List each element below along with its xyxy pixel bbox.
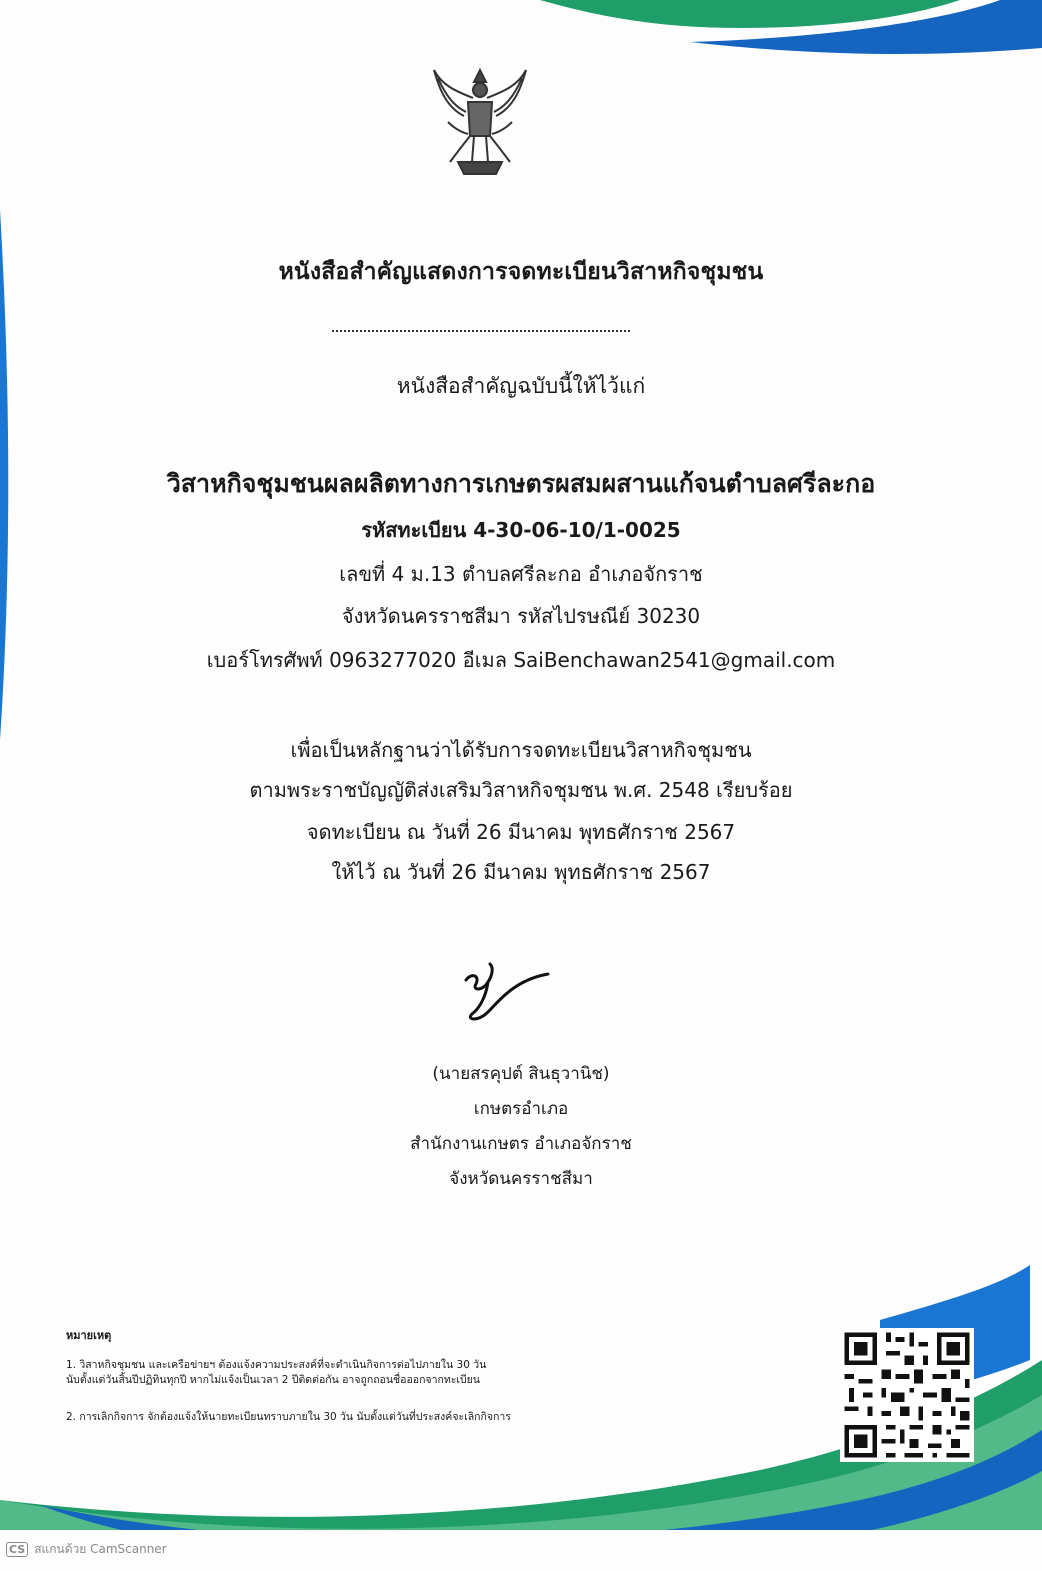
address-line-1: เลขที่ 4 ม.13 ตำบลศรีละกอ อำเภอจักราช [339, 562, 703, 586]
scanner-text: สแกนด้วย CamScanner [34, 1542, 167, 1556]
scanner-footer [6, 1540, 167, 1559]
registration-code: รหัสทะเบียน 4-30-06-10/1-0025 [361, 518, 681, 542]
note-1-line-1: 1. วิสาหกิจชุมชน และเครือข่ายฯ ต้องแจ้งความประสงค์ที่จะดำเนินกิจการต่อไปภายใน 30 วัน [66, 1359, 487, 1371]
garuda-emblem-icon [428, 62, 532, 180]
enterprise-name: วิสาหกิจชุมชนผลผลิตทางการเกษตรผสมผสานแก้จนตำบลศรีละกอ [166, 469, 876, 498]
purpose-line-2: ตามพระราชบัญญัติส่งเสริมวิสาหกิจชุมชน พ.ศ. 2548 เรียบร้อย [249, 778, 793, 802]
given-to-text: หนังสือสำคัญฉบับนี้ให้ไว้แก่ [396, 374, 646, 398]
dotted-separator [332, 322, 630, 332]
signer-name: (นายสรคุปต์ สินธุวานิช) [432, 1064, 610, 1084]
address-line-2: จังหวัดนครราชสีมา รหัสไปรษณีย์ 30230 [341, 604, 701, 628]
camscanner-logo-icon: CS [6, 1542, 28, 1557]
note-2: 2. การเลิกกิจการ จักต้องแจ้งให้นายทะเบียนทราบภายใน 30 วัน นับตั้งแต่วันที่ประสงค์จะเลิกกิจการ [66, 1411, 511, 1423]
notes-heading: หมายเหตุ [66, 1329, 112, 1342]
qr-code [840, 1328, 974, 1462]
signer-province: จังหวัดนครราชสีมา [449, 1169, 593, 1189]
certificate-title: หนังสือสำคัญแสดงการจดทะเบียนวิสาหกิจชุมชน [278, 259, 764, 285]
contact-line: เบอร์โทรศัพท์ 0963277020 อีเมล SaiBenchawan2541@gmail.com [206, 648, 836, 672]
issued-date: ให้ไว้ ณ วันที่ 26 มีนาคม พุทธศักราช 2567 [331, 860, 711, 884]
signature-image [458, 950, 558, 1030]
purpose-line-1: เพื่อเป็นหลักฐานว่าได้รับการจดทะเบียนวิสาหกิจชุมชน [290, 738, 752, 762]
registered-date: จดทะเบียน ณ วันที่ 26 มีนาคม พุทธศักราช 2567 [306, 820, 736, 844]
signer-position: เกษตรอำเภอ [473, 1099, 569, 1119]
signer-office: สำนักงานเกษตร อำเภอจักราช [410, 1134, 632, 1154]
note-1-line-2: นับตั้งแต่วันสิ้นปีปฏิทินทุกปี หากไม่แจ้งเป็นเวลา 2 ปีติดต่อกัน อาจถูกถอนชื่อออกจากทะเบียน [66, 1374, 480, 1386]
